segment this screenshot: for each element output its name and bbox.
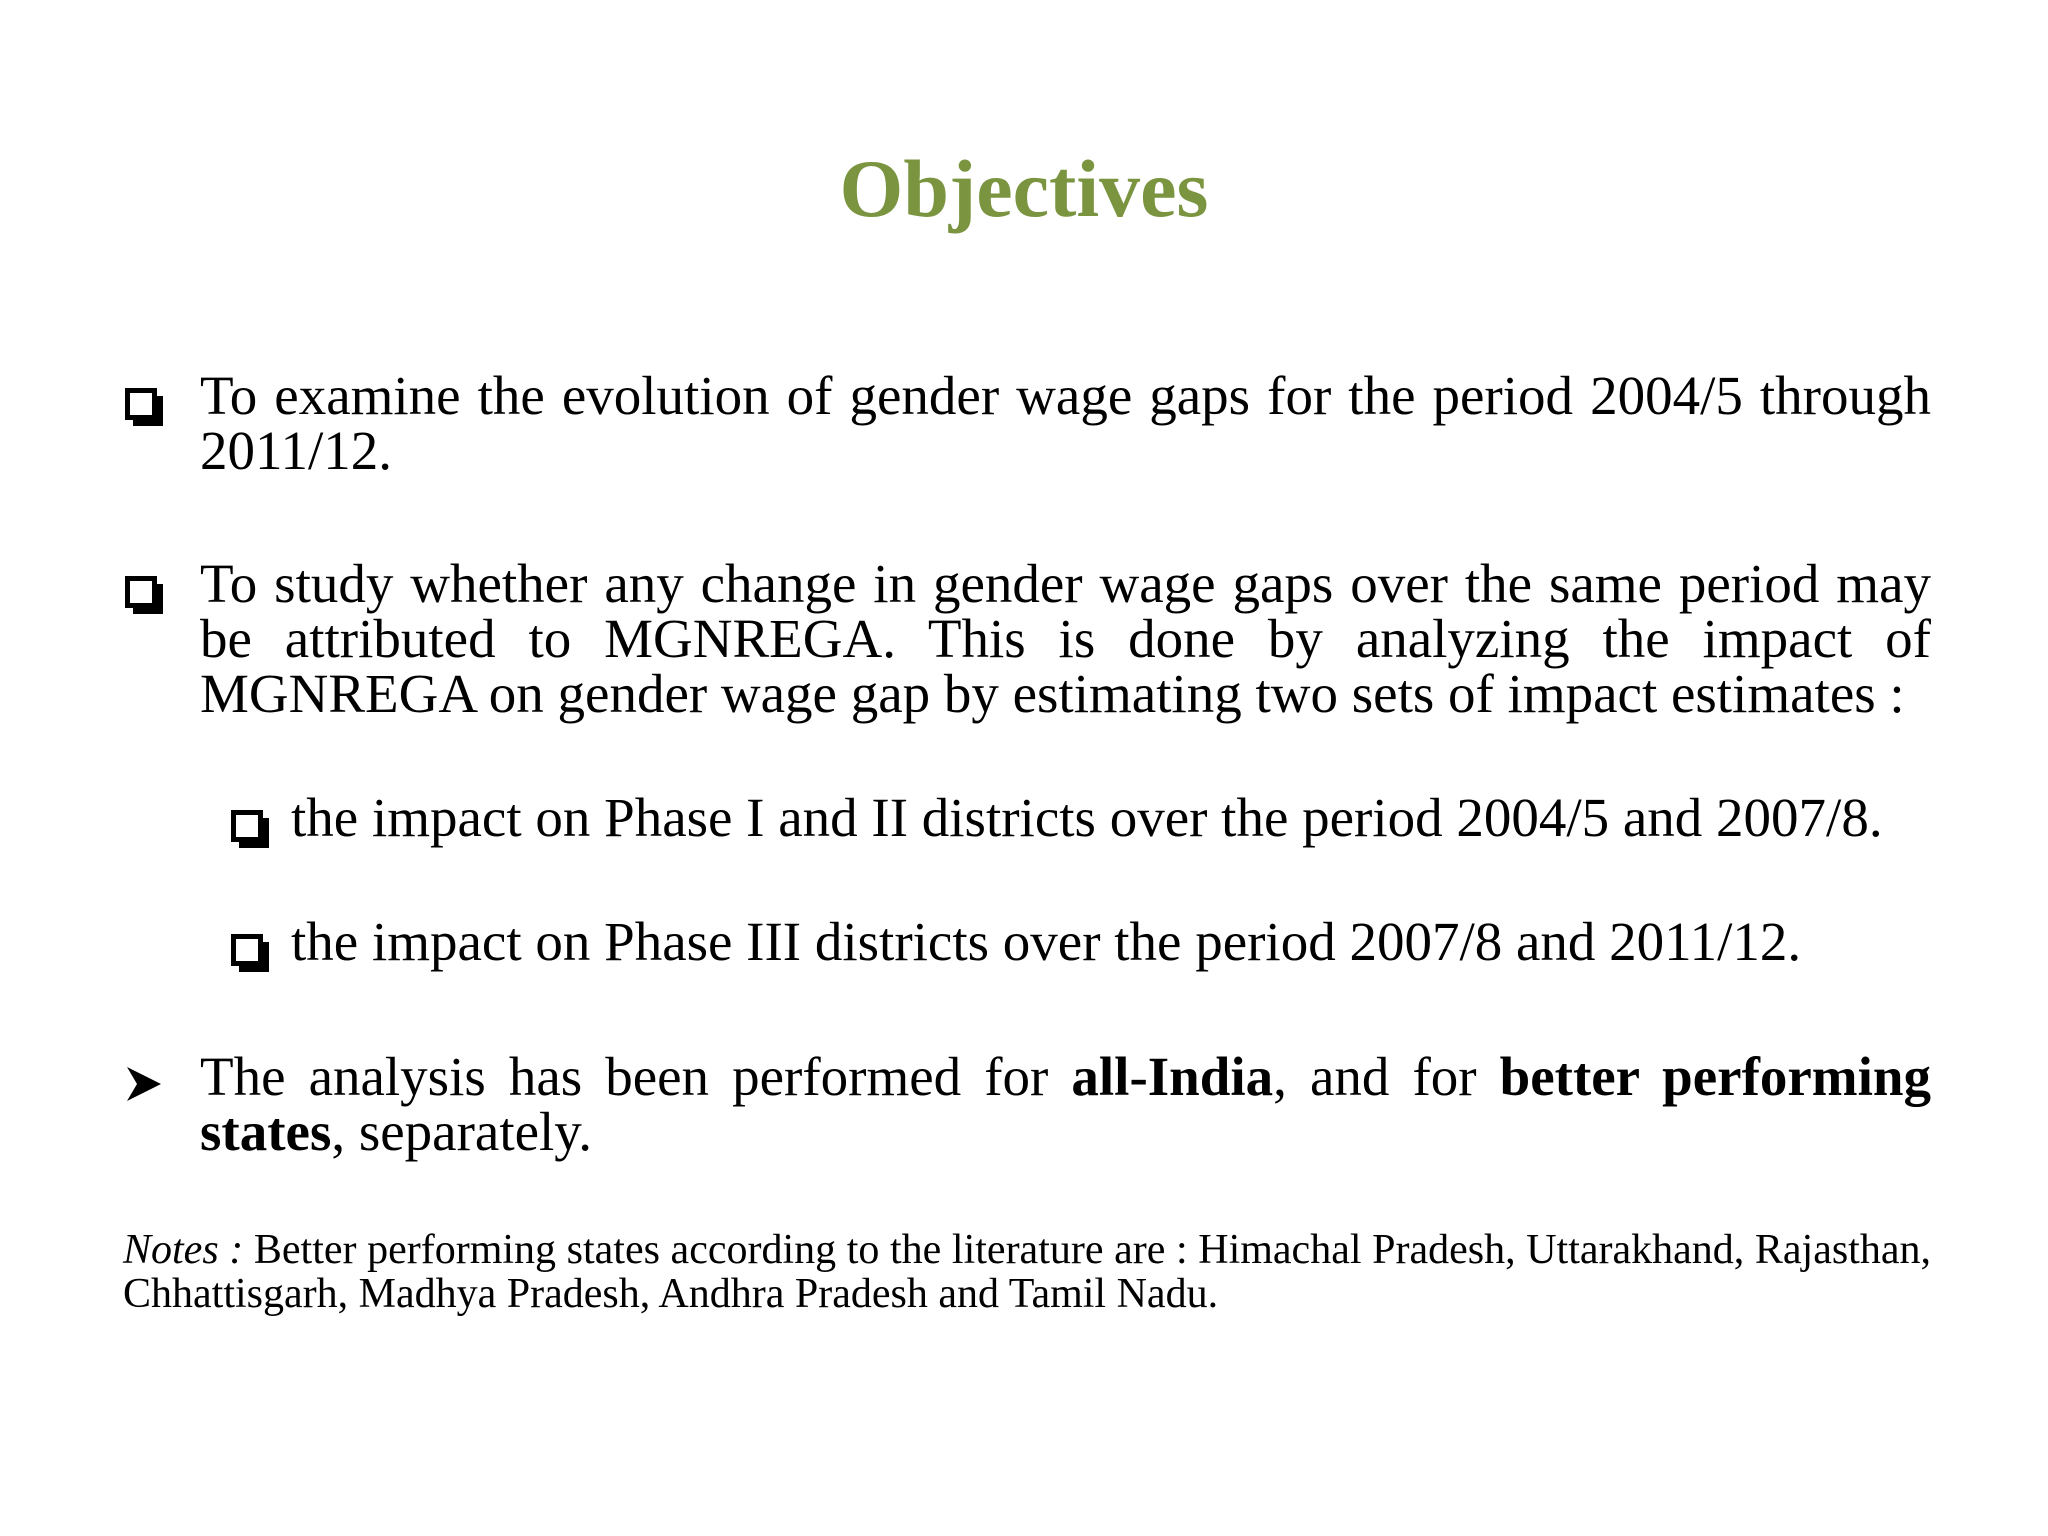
checkbox-icon (229, 932, 271, 974)
checkbox-icon (123, 574, 165, 616)
bullet-text-part: , separately. (331, 1101, 592, 1162)
sub-bullet-text: the impact on Phase III districts over the period 2007/8 and 2011/12. (291, 911, 1802, 972)
notes-text: Better performing states according to the literature are : Himachal Pradesh, Uttarakhand, Rajasthan, Chhattisgarh, Madhya Pradesh, Andhra Pradesh and Tamil Nadu. (123, 1227, 1931, 1317)
bullet-text: To study whether any change in gender wage gaps over the same period may be attributed to MGNREGA. This is done by analyzing the impact of MGNREGA on gender wage gap by estimating two sets of impact estimates : (200, 553, 1931, 724)
bullet-text-part: , and for (1273, 1046, 1500, 1107)
bullet-item-1 (123, 365, 1931, 481)
bullet-item-2 (123, 553, 1931, 724)
notes (123, 1228, 1931, 1316)
slide-title: Objectives (839, 143, 1209, 234)
bullet-text-part: The analysis has been performed for (200, 1046, 1072, 1107)
checkbox-icon (123, 386, 165, 428)
arrowhead-icon (123, 1063, 165, 1105)
bullet-text (200, 1046, 1931, 1162)
bold-term-all-india: all-India (1071, 1046, 1274, 1107)
bullet-text: To examine the evolution of gender wage gaps for the period 2004/5 through 2011/12. (200, 365, 1931, 481)
notes-label: Notes : (123, 1227, 244, 1273)
sub-bullet-text: the impact on Phase I and II districts over the period 2004/5 and 2007/8. (291, 787, 1883, 848)
bold-term-better-performing-states: better performing states (200, 1046, 1931, 1162)
sub-bullet-item-2 (229, 911, 1931, 972)
checkbox-icon (229, 808, 271, 850)
sub-bullet-item-1 (229, 787, 1931, 848)
bullet-item-3 (123, 1046, 1931, 1162)
